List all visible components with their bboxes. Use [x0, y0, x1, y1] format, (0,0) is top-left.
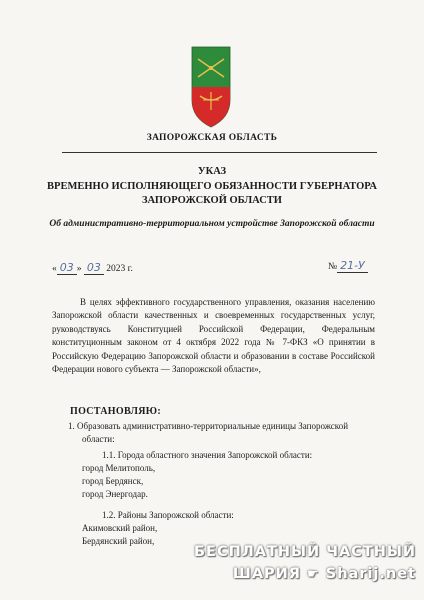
list-item-district: Бердянский район, — [82, 536, 155, 546]
date-open-quote: « — [52, 264, 57, 274]
date-month: 03 — [84, 261, 104, 275]
pointing-hand-icon: ☛ — [307, 567, 320, 582]
watermark — [194, 541, 416, 586]
list-item-city: город Мелитополь, — [82, 463, 156, 473]
list-item-district: Акимовский район, — [82, 523, 158, 533]
document-date — [52, 261, 133, 274]
date-close-quote: » — [76, 264, 82, 274]
issuer-line: ВРЕМЕННО ИСПОЛНЯЮЩЕГО ОБЯЗАННОСТИ ГУБЕРНАТОРА — [47, 181, 377, 192]
region-name: ЗАПОРОЖСКАЯ ОБЛАСТЬ — [146, 133, 278, 143]
date-day: 03 — [57, 261, 77, 275]
document-issuer — [0, 180, 424, 208]
date-year: 2023 г. — [106, 264, 133, 274]
item-1-2-heading: 1.2. Районы Запорожской области: — [102, 510, 234, 520]
issuer-line: ЗАПОРОЖСКОЙ ОБЛАСТИ — [142, 195, 282, 206]
list-item-city: город Бердянск, — [82, 476, 144, 486]
document-number — [328, 259, 368, 272]
watermark-line: БЕСПЛАТНЫЙ ЧАСТНЫЙ — [194, 544, 416, 560]
item-1-line: 1. Образовать административно-территориальные единицы Запорожской — [68, 421, 349, 431]
watermark-line — [194, 563, 416, 586]
item-1-line: области: — [82, 434, 115, 444]
list-item-city: город Энергодар. — [82, 489, 148, 499]
decree-heading: ПОСТАНОВЛЯЮ: — [70, 406, 162, 417]
header-divider — [62, 152, 377, 153]
document-type: УКАЗ — [197, 166, 227, 177]
preamble-paragraph: В целях эффективного государственного управления, оказания населению Запорожской области качественных и своевременных государственных услуг, руководствуясь Конституцией Российской Федерации, Федеральным конституционным законом от 4 октября 2022 года № 7-ФКЗ «О принятии в Российскую Федерацию Запорожской области и образовании в составе Российской Федерации нового субъекта — Запорожской области», — [52, 297, 375, 375]
watermark-site: Sharij.net — [325, 566, 416, 582]
item-1-1-heading: 1.1. Города областного значения Запорожской области: — [102, 450, 313, 460]
document-subject: Об административно-территориальном устройстве Запорожской области — [49, 219, 375, 229]
watermark-brand: ШАРИЯ — [232, 566, 301, 582]
number-prefix: № — [328, 262, 338, 272]
number-value: 21-У — [337, 259, 368, 273]
zaporozhye-coat-of-arms-icon — [191, 46, 231, 128]
